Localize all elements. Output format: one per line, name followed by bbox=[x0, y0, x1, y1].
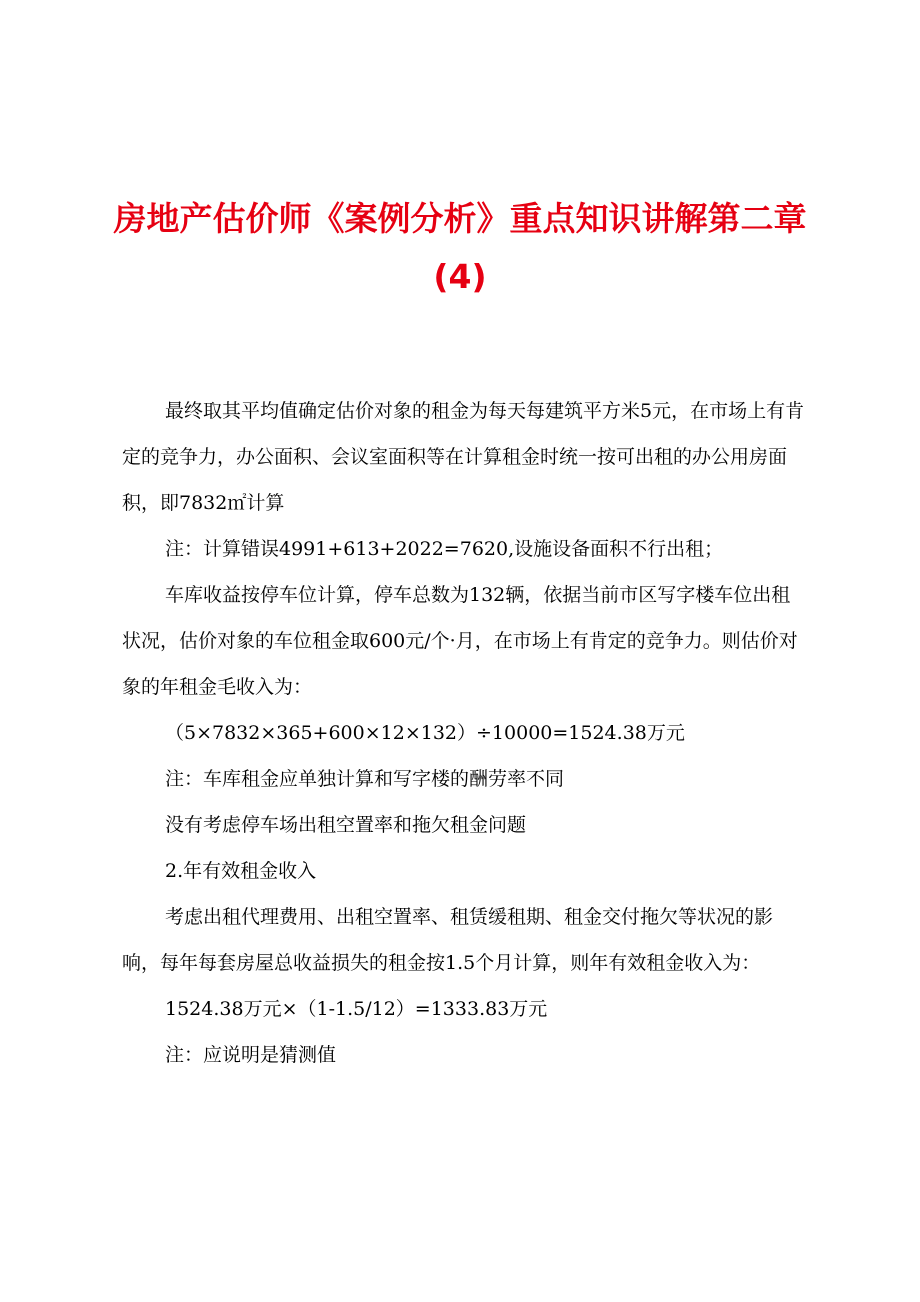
document-body bbox=[122, 388, 806, 1078]
section-heading-effective-income: 2.年有效租金收入 bbox=[165, 860, 317, 882]
note-vacancy: 没有考虑停车场出租空置率和拖欠租金问题 bbox=[165, 814, 527, 836]
formula-gross-income: （5×7832×365+600×12×132）÷10000=1524.38万元 bbox=[165, 722, 685, 744]
paragraph-rent-estimate: 最终取其平均值确定估价对象的租金为每天每建筑平方米5元，在市场上有肯定的竞争力，办公面积、会议室面积等在计算租金时统一按可出租的办公用房面积，即7832㎡计算 bbox=[122, 400, 805, 514]
formula-effective-income: 1524.38万元×（1-1.5/12）=1333.83万元 bbox=[165, 998, 548, 1020]
paragraph-effective-income: 考虑出租代理费用、出租空置率、租赁缓租期、租金交付拖欠等状况的影响，每年每套房屋总收益损失的租金按1.5个月计算，则年有效租金收入为： bbox=[122, 906, 774, 974]
note-estimate: 注：应说明是猜测值 bbox=[165, 1044, 337, 1066]
paragraph-garage-income: 车库收益按停车位计算，停车总数为132辆，依据当前市区写字楼车位出租状况，估价对象的车位租金取600元/个·月，在市场上有肯定的竞争力。则估价对象的年租金毛收入为： bbox=[122, 584, 798, 698]
note-garage-rent: 注：车库租金应单独计算和写字楼的酬劳率不同 bbox=[165, 768, 565, 790]
document-title: 房地产估价师《案例分析》重点知识讲解第二章(4) bbox=[113, 199, 807, 296]
note-calculation-error: 注：计算错误4991+613+2022=7620,设施设备面积不行出租； bbox=[165, 538, 724, 560]
